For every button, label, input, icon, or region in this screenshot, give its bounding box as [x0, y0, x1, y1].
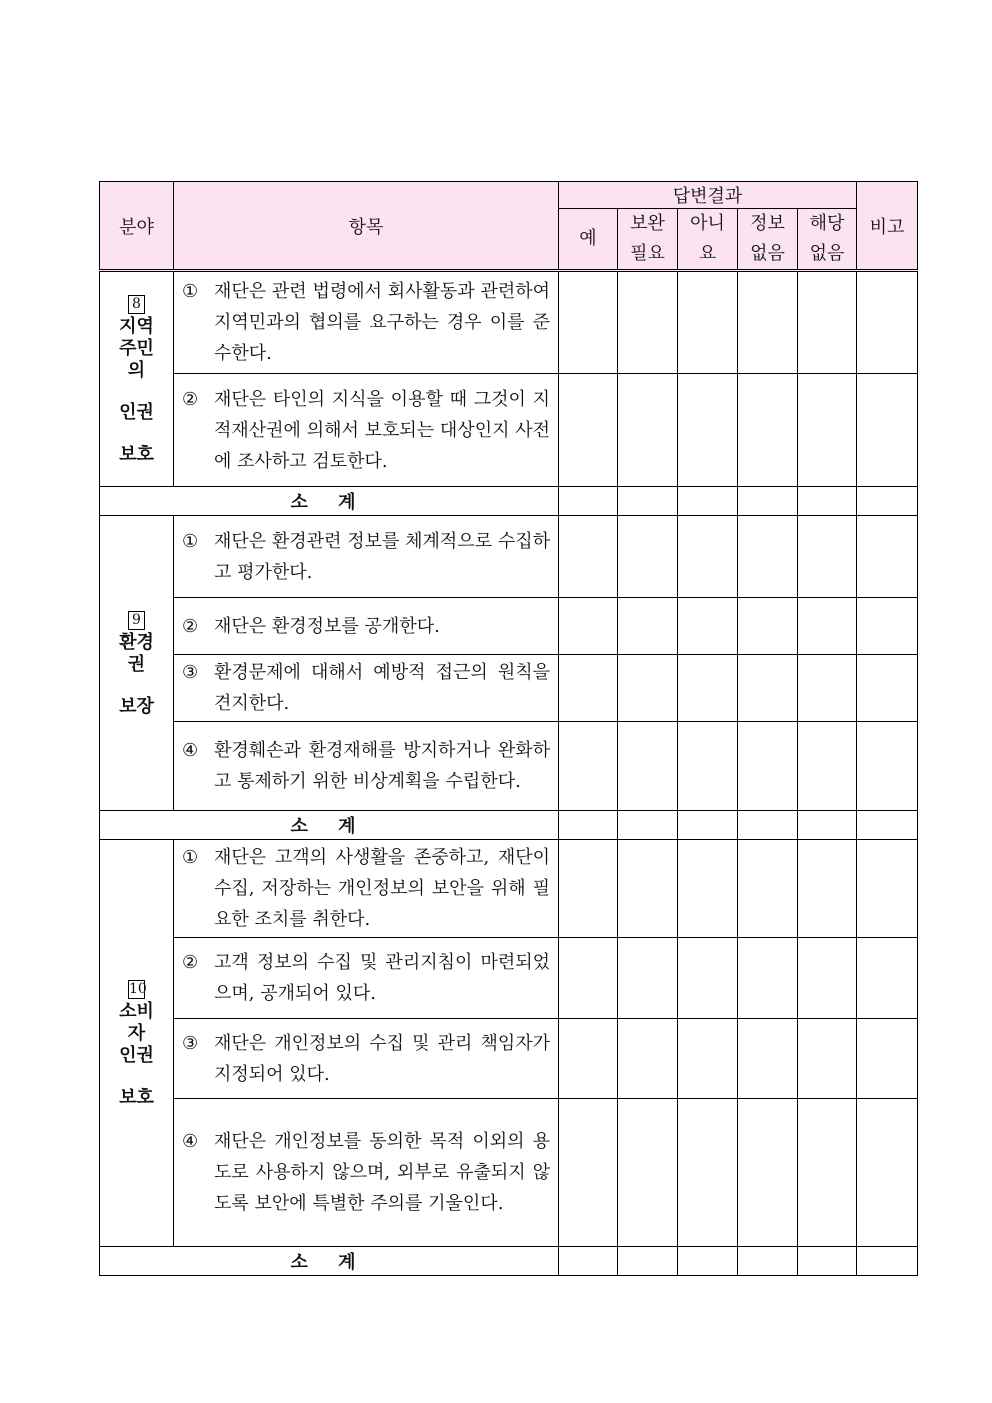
answer-cell-no-info[interactable] — [738, 1247, 798, 1276]
subtotal-row — [100, 1247, 918, 1276]
item-text: 재단은 개인정보를 동의한 목적 이외의 용도로 사용하지 않으며, 외부로 유출되지 않도록 보안에 특별한 주의를 기울인다. — [214, 1131, 550, 1214]
item-row — [100, 840, 918, 938]
item-marker: ④ — [182, 1131, 199, 1152]
answer-cell-no[interactable] — [678, 1099, 738, 1247]
item-cell — [174, 840, 559, 938]
answer-cell-no[interactable] — [678, 811, 738, 840]
field-line: 환경 — [119, 632, 154, 653]
subtotal-label: 소 계 — [100, 811, 559, 840]
item-row — [100, 516, 918, 598]
item-cell — [174, 1099, 559, 1247]
answer-header-yes — [559, 209, 618, 271]
item-text: 재단은 환경관련 정보를 체계적으로 수집하고 평가한다. — [214, 530, 550, 583]
answer-cell-needs-improvement[interactable] — [618, 938, 678, 1019]
remarks-cell[interactable] — [857, 374, 918, 487]
item-marker: ④ — [182, 740, 199, 761]
field-cell-local-residents — [100, 271, 174, 487]
answer-cell-yes[interactable] — [559, 1099, 618, 1247]
answer-cell-yes[interactable] — [559, 1019, 618, 1099]
field-line: 인권 — [119, 402, 154, 423]
remarks-cell[interactable] — [857, 598, 918, 655]
answer-cell-not-applicable[interactable] — [798, 598, 857, 655]
field-cell-environment — [100, 516, 174, 811]
field-line: 보호 — [119, 1087, 154, 1108]
answer-cell-needs-improvement[interactable] — [618, 487, 678, 516]
field-line: 소비 — [119, 1001, 154, 1022]
item-row — [100, 598, 918, 655]
item-marker: ① — [182, 847, 199, 868]
answer-cell-yes[interactable] — [559, 487, 618, 516]
item-row — [100, 271, 918, 374]
answer-label-top: 해당 — [809, 213, 845, 234]
answer-cell-no-info[interactable] — [738, 598, 798, 655]
item-row — [100, 655, 918, 722]
item-text: 환경문제에 대해서 예방적 접근의 원칙을 견지한다. — [214, 662, 550, 714]
item-row — [100, 722, 918, 811]
item-header: 항목 — [174, 182, 559, 271]
answer-cell-not-applicable[interactable] — [798, 487, 857, 516]
answer-cell-no[interactable] — [678, 1019, 738, 1099]
item-row — [100, 938, 918, 1019]
section-number: 8 — [128, 295, 145, 314]
answer-cell-yes[interactable] — [559, 811, 618, 840]
answer-cell-no-info[interactable] — [738, 271, 798, 374]
subtotal-label: 소 계 — [100, 1247, 559, 1276]
remarks-cell[interactable] — [857, 655, 918, 722]
item-text: 고객 정보의 수집 및 관리지침이 마련되었으며, 공개되어 있다. — [214, 952, 550, 1004]
header-row-top — [100, 182, 918, 209]
answer-cell-not-applicable[interactable] — [798, 722, 857, 811]
answer-cell-not-applicable[interactable] — [798, 938, 857, 1019]
field-line: 자 — [127, 1023, 146, 1044]
item-marker: ① — [182, 281, 199, 302]
field-cell-consumer — [100, 840, 174, 1247]
field-line: 권 — [127, 654, 146, 675]
answer-cell-not-applicable[interactable] — [798, 271, 857, 374]
answer-cell-no[interactable] — [678, 1247, 738, 1276]
item-marker: ① — [182, 530, 199, 552]
remarks-cell[interactable] — [857, 271, 918, 374]
answer-cell-no-info[interactable] — [738, 938, 798, 1019]
answer-cell-not-applicable[interactable] — [798, 1247, 857, 1276]
answer-cell-needs-improvement[interactable] — [618, 1019, 678, 1099]
item-cell — [174, 374, 559, 487]
item-row — [100, 374, 918, 487]
answer-cell-not-applicable[interactable] — [798, 811, 857, 840]
answer-cell-needs-improvement[interactable] — [618, 655, 678, 722]
answer-cell-no-info[interactable] — [738, 1099, 798, 1247]
answer-cell-needs-improvement[interactable] — [618, 516, 678, 598]
item-row — [100, 1099, 918, 1247]
remarks-header: 비고 — [857, 182, 918, 271]
subtotal-row — [100, 811, 918, 840]
item-text: 재단은 타인의 지식을 이용할 때 그것이 지적재산권에 의해서 보호되는 대상인지 사전에 조사하고 검토한다. — [214, 388, 550, 472]
subtotal-label: 소 계 — [100, 487, 559, 516]
item-cell — [174, 598, 559, 655]
answer-cell-yes[interactable] — [559, 598, 618, 655]
item-text: 재단은 환경정보를 공개한다. — [214, 615, 440, 637]
remarks-cell[interactable] — [857, 516, 918, 598]
item-text: 재단은 관련 법령에서 회사활동과 관련하여 지역민과의 협의를 요구하는 경우 이를 준수한다. — [214, 281, 550, 364]
answer-cell-no[interactable] — [678, 516, 738, 598]
answer-cell-no[interactable] — [678, 722, 738, 811]
field-line: 주민 — [119, 338, 154, 359]
answer-header-no — [678, 209, 738, 271]
subtotal-row — [100, 487, 918, 516]
answer-cell-needs-improvement[interactable] — [618, 722, 678, 811]
answer-cell-yes[interactable] — [559, 722, 618, 811]
item-cell — [174, 655, 559, 722]
item-marker: ③ — [182, 662, 199, 683]
answer-label-bottom: 없음 — [809, 243, 845, 264]
item-marker: ③ — [182, 1032, 199, 1054]
answer-cell-yes[interactable] — [559, 938, 618, 1019]
answer-cell-needs-improvement[interactable] — [618, 374, 678, 487]
answer-cell-no[interactable] — [678, 655, 738, 722]
item-cell — [174, 1019, 559, 1099]
remarks-cell[interactable] — [857, 938, 918, 1019]
answer-label-top: 보완 — [630, 213, 665, 234]
answer-cell-not-applicable[interactable] — [798, 1099, 857, 1247]
item-cell — [174, 722, 559, 811]
answer-header-no-info — [738, 209, 798, 271]
answer-cell-needs-improvement[interactable] — [618, 1099, 678, 1247]
answer-label: 예 — [579, 228, 597, 249]
answer-label-top: 아니 — [690, 213, 725, 234]
answer-header-needs-improvement — [618, 209, 678, 271]
answer-cell-yes[interactable] — [559, 271, 618, 374]
answer-header-not-applicable — [798, 209, 857, 271]
answer-label-bottom: 요 — [698, 243, 717, 264]
remarks-cell[interactable] — [857, 722, 918, 811]
remarks-cell[interactable] — [857, 1247, 918, 1276]
section-number: 10 — [129, 981, 147, 997]
field-line: 보장 — [119, 696, 154, 717]
answer-cell-no-info[interactable] — [738, 655, 798, 722]
section-number: 9 — [128, 611, 145, 630]
answer-cell-no[interactable] — [678, 840, 738, 938]
answer-cell-needs-improvement[interactable] — [618, 271, 678, 374]
answer-cell-needs-improvement[interactable] — [618, 1247, 678, 1276]
answer-cell-not-applicable[interactable] — [798, 655, 857, 722]
answer-cell-not-applicable[interactable] — [798, 840, 857, 938]
answer-cell-no-info[interactable] — [738, 516, 798, 598]
remarks-cell[interactable] — [857, 1099, 918, 1247]
item-text: 재단은 개인정보의 수집 및 관리 책임자가 지정되어 있다. — [214, 1032, 550, 1085]
answer-cell-no-info[interactable] — [738, 811, 798, 840]
remarks-cell[interactable] — [857, 811, 918, 840]
answer-cell-yes[interactable] — [559, 374, 618, 487]
answer-cell-needs-improvement[interactable] — [618, 840, 678, 938]
answer-cell-no-info[interactable] — [738, 840, 798, 938]
answer-cell-no[interactable] — [678, 487, 738, 516]
remarks-cell[interactable] — [857, 487, 918, 516]
answer-cell-no[interactable] — [678, 374, 738, 487]
field-line: 보호 — [119, 444, 154, 465]
item-marker: ② — [182, 615, 199, 637]
remarks-cell[interactable] — [857, 840, 918, 938]
field-line: 인권 — [119, 1045, 154, 1066]
answer-cell-needs-improvement[interactable] — [618, 598, 678, 655]
answer-cell-yes[interactable] — [559, 655, 618, 722]
answer-cell-no[interactable] — [678, 598, 738, 655]
item-marker: ② — [182, 388, 199, 410]
answer-cell-not-applicable[interactable] — [798, 374, 857, 487]
remarks-cell[interactable] — [857, 1019, 918, 1099]
field-line: 의 — [127, 360, 146, 381]
answer-cell-not-applicable[interactable] — [798, 1019, 857, 1099]
answer-cell-no-info[interactable] — [738, 374, 798, 487]
item-cell — [174, 938, 559, 1019]
answer-cell-yes[interactable] — [559, 516, 618, 598]
answer-cell-not-applicable[interactable] — [798, 516, 857, 598]
item-marker: ② — [182, 952, 199, 973]
item-text: 환경훼손과 환경재해를 방지하거나 완화하고 통제하기 위한 비상계획을 수립한다. — [214, 740, 550, 792]
answer-label-bottom: 없음 — [750, 243, 785, 264]
field-line: 지역 — [119, 316, 154, 337]
answer-cell-yes[interactable] — [559, 1247, 618, 1276]
answer-cell-no-info[interactable] — [738, 722, 798, 811]
checklist-table — [99, 181, 918, 1276]
item-text: 재단은 고객의 사생활을 존중하고, 재단이 수집, 저장하는 개인정보의 보안을 위해 필요한 조치를 취한다. — [214, 847, 550, 930]
answer-cell-no[interactable] — [678, 938, 738, 1019]
answer-cell-no[interactable] — [678, 271, 738, 374]
field-header: 분야 — [100, 182, 174, 271]
answer-cell-needs-improvement[interactable] — [618, 811, 678, 840]
item-cell — [174, 271, 559, 374]
answer-cell-no-info[interactable] — [738, 1019, 798, 1099]
answer-label-bottom: 필요 — [630, 243, 665, 264]
answer-group-header: 답변결과 — [559, 182, 857, 209]
answer-cell-no-info[interactable] — [738, 487, 798, 516]
item-cell — [174, 516, 559, 598]
item-row — [100, 1019, 918, 1099]
answer-label-top: 정보 — [750, 213, 785, 234]
answer-cell-yes[interactable] — [559, 840, 618, 938]
